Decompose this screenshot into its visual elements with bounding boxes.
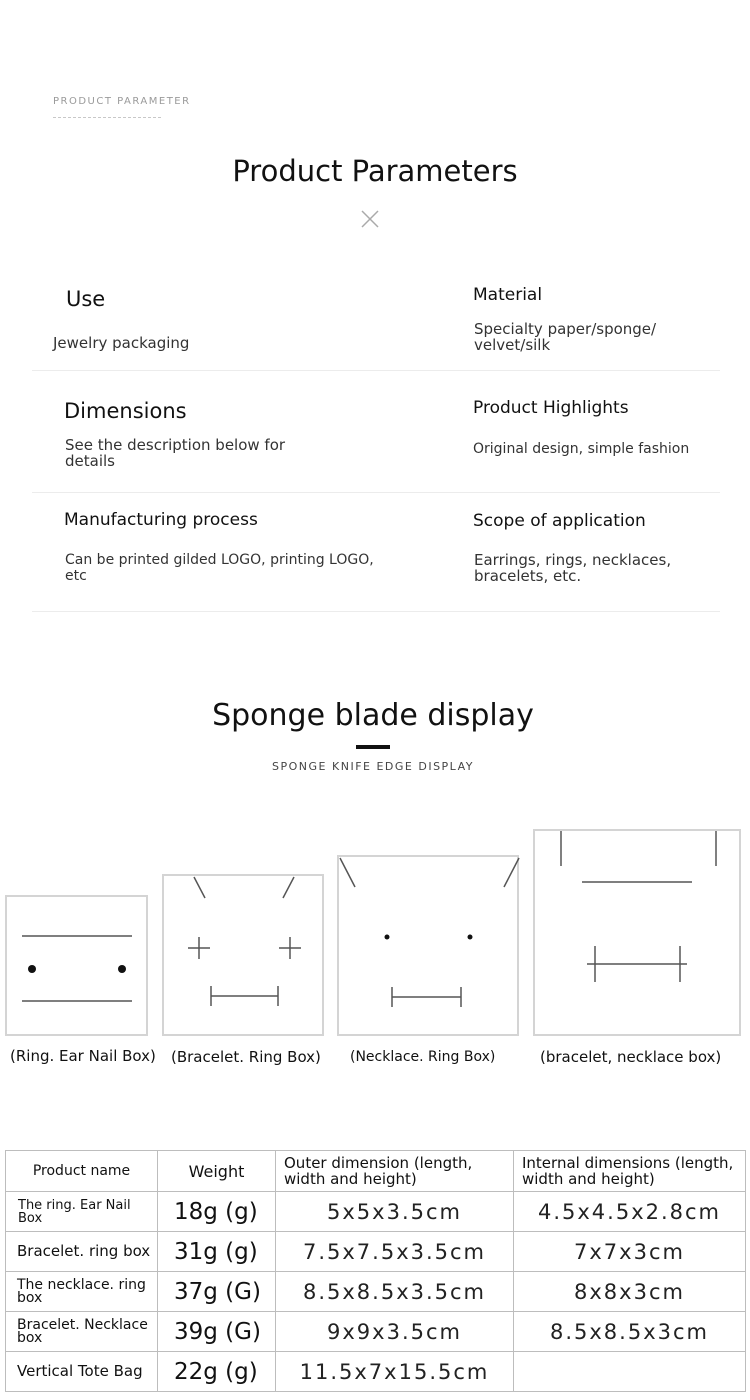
param-label-manufacturing: Manufacturing process — [64, 510, 258, 530]
cell-internal-dimension: 8.5x8.5x3cm — [514, 1312, 746, 1352]
cell-outer-dimension: 8.5x8.5x3.5cm — [276, 1272, 514, 1312]
cell-internal-dimension: 8x8x3cm — [514, 1272, 746, 1312]
table-row — [6, 1352, 746, 1392]
cell-product-name: Bracelet. Necklace box — [6, 1312, 158, 1352]
cell-outer-dimension: 5x5x3.5cm — [276, 1192, 514, 1232]
table-row — [6, 1232, 746, 1272]
ring-ear-nail-slot-diagram — [7, 897, 150, 1038]
cell-outer-dimension: 11.5x7x15.5cm — [276, 1352, 514, 1392]
cell-product-name: The ring. Ear Nail Box — [6, 1192, 158, 1232]
cell-internal-dimension: 4.5x4.5x2.8cm — [514, 1192, 746, 1232]
bracelet-ring-slot-diagram — [164, 876, 326, 1038]
cell-weight: 39g (G) — [158, 1312, 276, 1352]
display-subtitle: SPONGE KNIFE EDGE DISPLAY — [272, 760, 474, 773]
cell-weight: 37g (G) — [158, 1272, 276, 1312]
param-value-material: Specialty paper/sponge/ velvet/silk — [474, 320, 657, 354]
page-title: Product Parameters — [232, 154, 518, 188]
divider-1 — [32, 370, 720, 371]
section-eyebrow: PRODUCT PARAMETER — [53, 96, 191, 107]
spec-table — [5, 1150, 746, 1392]
table-row — [6, 1312, 746, 1352]
bracelet-necklace-slot-diagram — [535, 831, 743, 1038]
header-weight: Weight — [158, 1151, 276, 1192]
necklace-ring-slot-diagram — [339, 857, 521, 1038]
cell-weight: 31g (g) — [158, 1232, 276, 1272]
cell-weight: 18g (g) — [158, 1192, 276, 1232]
param-value-highlights: Original design, simple fashion — [473, 441, 690, 457]
close-icon — [360, 209, 380, 229]
cell-product-name: Vertical Tote Bag — [6, 1352, 158, 1392]
box-bracelet-necklace — [533, 829, 741, 1036]
param-label-material: Material — [473, 285, 543, 305]
cell-outer-dimension: 7.5x7.5x3.5cm — [276, 1232, 514, 1272]
param-value-manufacturing: Can be printed gilded LOGO, printing LOGO, etc — [65, 552, 374, 584]
cell-outer-dimension: 9x9x3.5cm — [276, 1312, 514, 1352]
box-ring-ear-nail — [5, 895, 148, 1036]
caption-necklace-ring: (Necklace. Ring Box) — [350, 1049, 496, 1065]
eyebrow-underline — [53, 117, 161, 118]
cell-product-name: The necklace. ring box — [6, 1272, 158, 1312]
table-row — [6, 1192, 746, 1232]
param-label-dimensions: Dimensions — [64, 399, 187, 423]
param-label-scope: Scope of application — [473, 511, 646, 531]
param-label-highlights: Product Highlights — [473, 398, 629, 418]
param-label-use: Use — [66, 287, 106, 311]
cell-internal-dimension — [514, 1352, 746, 1392]
header-outer-dimension: Outer dimension (length, width and height) — [276, 1151, 514, 1192]
divider-3 — [32, 611, 720, 612]
param-value-use: Jewelry packaging — [53, 334, 190, 352]
cell-weight: 22g (g) — [158, 1352, 276, 1392]
caption-bracelet-necklace: (bracelet, necklace box) — [540, 1048, 722, 1066]
table-header-row — [6, 1151, 746, 1192]
box-bracelet-ring — [162, 874, 324, 1036]
divider-2 — [32, 492, 720, 493]
title-accent-bar — [356, 745, 390, 749]
param-value-dimensions: See the description below for details — [65, 436, 286, 470]
box-necklace-ring — [337, 855, 519, 1036]
caption-bracelet-ring: (Bracelet. Ring Box) — [171, 1048, 321, 1066]
cell-internal-dimension: 7x7x3cm — [514, 1232, 746, 1272]
header-product-name: Product name — [6, 1151, 158, 1192]
cell-product-name: Bracelet. ring box — [6, 1232, 158, 1272]
caption-ring-ear-nail: (Ring. Ear Nail Box) — [10, 1047, 156, 1065]
param-value-scope: Earrings, rings, necklaces, bracelets, etc. — [474, 551, 672, 585]
table-row — [6, 1272, 746, 1312]
header-internal-dimension: Internal dimensions (length, width and height) — [514, 1151, 746, 1192]
display-title: Sponge blade display — [212, 698, 534, 733]
